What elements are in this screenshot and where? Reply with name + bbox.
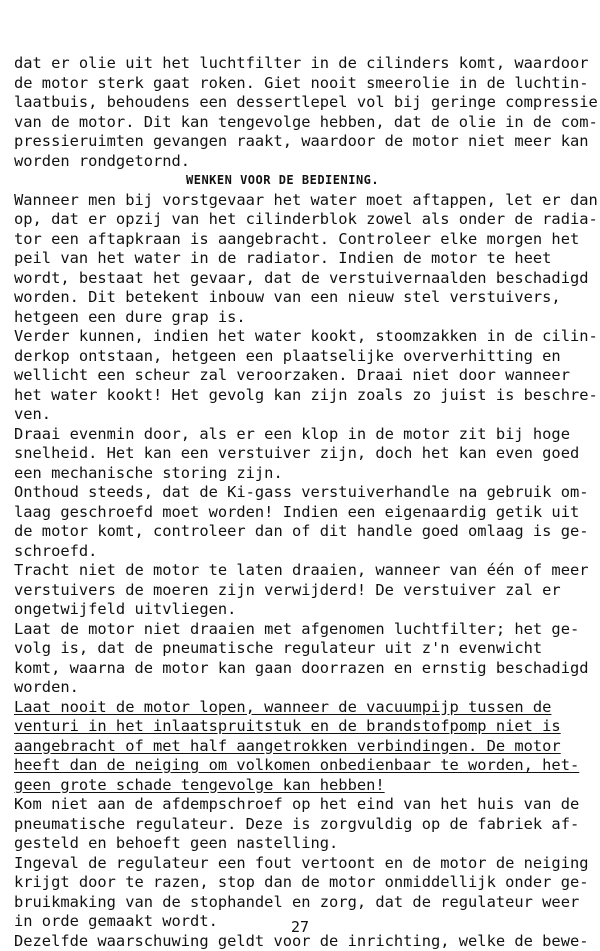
- text-line: derkop ontstaan, hetgeen een plaatselijke oververhitting en: [14, 347, 586, 367]
- text-line: dat er olie uit het luchtfilter in de cilinders komt, waardoor: [14, 54, 586, 74]
- text-line: Draai evenmin door, als er een klop in de motor zit bij hoge: [14, 425, 586, 445]
- text-line: Ingeval de regulateur een fout vertoont en de motor de neiging: [14, 854, 586, 874]
- text-line: wellicht een scheur zal veroorzaken. Draai niet door wanneer: [14, 366, 586, 386]
- text-line: een mechanische storing zijn.: [14, 464, 586, 484]
- text-line: op, dat er opzij van het cilinderblok zowel als onder de radia-: [14, 210, 586, 230]
- text-line: peil van het water in de radiator. Indien de motor te heet: [14, 249, 586, 269]
- underlined-text: Laat nooit de motor lopen, wanneer de vacuumpijp tussen de: [14, 698, 551, 716]
- text-line: ongetwijfeld uitvliegen.: [14, 600, 586, 620]
- text-line: Onthoud steeds, dat de Ki-gass verstuiverhandle na gebruik om-: [14, 483, 586, 503]
- section-heading: WENKEN VOOR DE BEDIENING.: [14, 171, 586, 191]
- underlined-text: aangebracht of met half aangetrokken verbindingen. De motor: [14, 737, 561, 755]
- text-line: de motor sterk gaat roken. Giet nooit smeerolie in de luchtin-: [14, 74, 586, 94]
- text-line: Kom niet aan de afdempschroef op het eind van het huis van de: [14, 795, 586, 815]
- text-line: bruikmaking van de stophandel en zorg, dat de regulateur weer: [14, 893, 586, 913]
- text-line: in orde gemaakt wordt.: [14, 912, 586, 932]
- warning-paragraph: [14, 698, 586, 796]
- text-line: Laat de motor niet draaien met afgenomen luchtfilter; het ge-: [14, 620, 586, 640]
- text-line: schroefd.: [14, 542, 586, 562]
- page-number: 27: [0, 918, 600, 937]
- text-line: verstuivers de moeren zijn verwijderd! De verstuiver zal er: [14, 581, 586, 601]
- text-line: gesteld en behoeft geen nastelling.: [14, 834, 586, 854]
- text-line: wordt, bestaat het gevaar, dat de verstuivernaalden beschadigd: [14, 269, 586, 289]
- intro-paragraph: [14, 54, 586, 171]
- text-line: Tracht niet de motor te laten draaien, wanneer van één of meer: [14, 561, 586, 581]
- document-page: [14, 54, 586, 951]
- underlined-text: venturi in het inlaatspruitstuk en de brandstofpomp niet is: [14, 717, 561, 735]
- underlined-line: [14, 717, 586, 737]
- body-text: [14, 191, 586, 698]
- text-line: het water kookt! Het gevolg kan zijn zoals zo juist is beschre-: [14, 386, 586, 406]
- text-line: hetgeen een dure grap is.: [14, 308, 586, 328]
- text-line: Verder kunnen, indien het water kookt, stoomzakken in de cilin-: [14, 327, 586, 347]
- underlined-line: [14, 698, 586, 718]
- text-line: worden rondgetornd.: [14, 152, 586, 172]
- underlined-line: [14, 737, 586, 757]
- text-line: tor een aftapkraan is aangebracht. Controleer elke morgen het: [14, 230, 586, 250]
- text-line: krijgt door te razen, stop dan de motor onmiddellijk onder ge-: [14, 873, 586, 893]
- text-line: komt, waarna de motor kan gaan doorrazen en ernstig beschadigd: [14, 659, 586, 679]
- underlined-line: [14, 776, 586, 796]
- text-line: pressieruimten gevangen raakt, waardoor de motor niet meer kan: [14, 132, 586, 152]
- text-line: volg is, dat de pneumatische regulateur uit z'n evenwicht: [14, 639, 586, 659]
- text-line: van de motor. Dit kan tengevolge hebben, dat de olie in de com-: [14, 113, 586, 133]
- underlined-text: geen grote schade tengevolge kan hebben!: [14, 776, 385, 794]
- text-line: snelheid. Het kan een verstuiver zijn, doch het kan even goed: [14, 444, 586, 464]
- text-line: Wanneer men bij vorstgevaar het water moet aftappen, let er dan: [14, 191, 586, 211]
- text-line: worden.: [14, 678, 586, 698]
- underlined-text: heeft dan de neiging om volkomen onbedienbaar te worden, het-: [14, 756, 579, 774]
- text-line: worden. Dit betekent inbouw van een nieuw stel verstuivers,: [14, 288, 586, 308]
- text-line: laatbuis, behoudens een dessertlepel vol bij geringe compressie: [14, 93, 586, 113]
- text-line: de motor komt, controleer dan of dit handle goed omlaag is ge-: [14, 522, 586, 542]
- underlined-line: [14, 756, 586, 776]
- text-line: ven.: [14, 405, 586, 425]
- text-line: laag geschroefd moet worden! Indien een eigenaardig getik uit: [14, 503, 586, 523]
- text-line: pneumatische regulateur. Deze is zorgvuldig op de fabriek af-: [14, 815, 586, 835]
- text-line: Dezelfde waarschuwing geldt voor de inrichting, welke de bewe-: [14, 932, 586, 951]
